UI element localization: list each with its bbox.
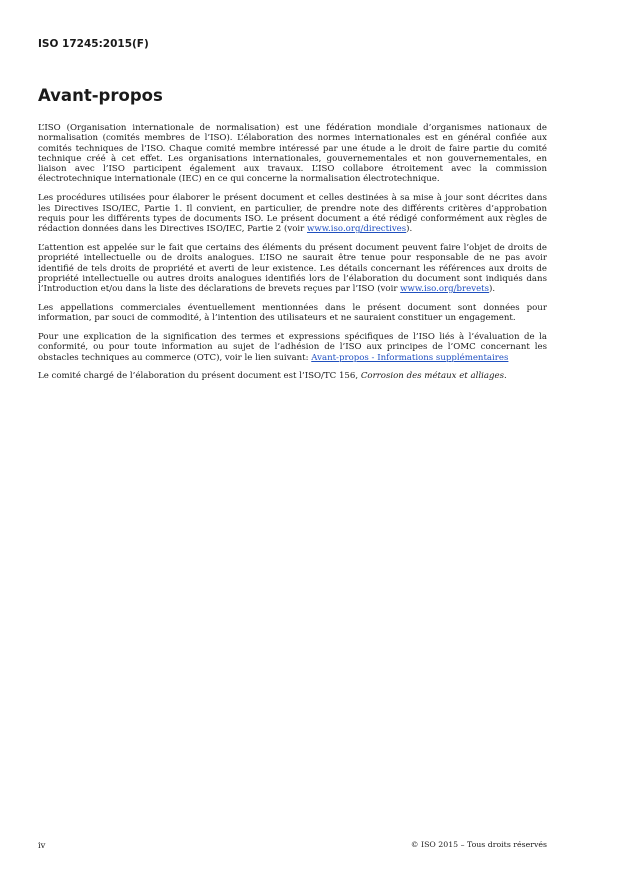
document-id-header: ISO 17245:2015(F) <box>38 38 149 50</box>
paragraph-1: L’ISO (Organisation internationale de normalisation) est une fédération mondiale d’organismes nationaux de normalisation (comités membres de l’ISO). L’élaboration des normes internationales est en général confiée aux comités techniques de l’ISO. Chaque comité membre intéressé par une étude a le droit de faire partie du comité technique créé à cet effet. Les organisations internationales, gouvernementales et non gouvernementales, en liaison avec l’ISO participent également aux travaux. L’ISO collabore étroitement avec la commission électrotechnique internationale (IEC) en ce qui concerne la normalisation électrotechnique. <box>38 123 547 185</box>
brevets-link[interactable]: www.iso.org/brevets <box>400 284 490 295</box>
page-number: iv <box>38 840 46 850</box>
paragraph-5: Pour une explication de la signification des termes et expressions spécifiques de l’ISO liés à l’évaluation de la conformité, ou pour toute information au sujet de l’adhésion de l’ISO aux principes de l’OMC concernant les obstacles techniques au commerce (OTC), voir le lien suivant: Avant-propos - Informations supplémentaires <box>38 332 547 363</box>
copyright-notice: © ISO 2015 – Tous droits réservés <box>410 840 547 849</box>
committee-title: Corrosion des métaux et alliages <box>360 371 504 382</box>
document-body <box>38 123 547 390</box>
page-title: Avant-propos <box>38 86 163 105</box>
paragraph-2: Les procédures utilisées pour élaborer le présent document et celles destinées à sa mise à jour sont décrites dans les Directives ISO/IEC, Partie 1. Il convient, en particulier, de prendre note des différents critères d’approbation requis pour les différents types de documents ISO. Le présent document a été rédigé conformément aux règles de rédaction données dans les Directives ISO/IEC, Partie 2 (voir www.iso.org/directives). <box>38 193 547 235</box>
paragraph-6: Le comité chargé de l’élaboration du présent document est l’ISO/TC 156, Corrosion des métaux et alliages. <box>38 371 507 382</box>
paragraph-4: Les appellations commerciales éventuellement mentionnées dans le présent document sont données pour information, par souci de commodité, à l’intention des utilisateurs et ne sauraient constituer un engagement. <box>38 302 547 324</box>
supplementary-info-link[interactable]: Avant-propos - Informations supplémentaires <box>311 352 509 363</box>
paragraph-3: L’attention est appelée sur le fait que certains des éléments du présent document peuvent faire l’objet de droits de propriété intellectuelle ou de droits analogues. L’ISO ne saurait être tenue pour responsable de ne pas avoir identifié de tels droits de propriété et averti de leur existence. Les détails concernant les références aux droits de propriété intellectuelle ou autres droits analogues identifiés lors de l’élaboration du document sont indiqués dans l’Introduction et/ou dans la liste des déclarations de brevets reçues par l’ISO (voir www.iso.org/brevets). <box>38 242 547 295</box>
directives-link[interactable]: www.iso.org/directives <box>306 224 407 235</box>
